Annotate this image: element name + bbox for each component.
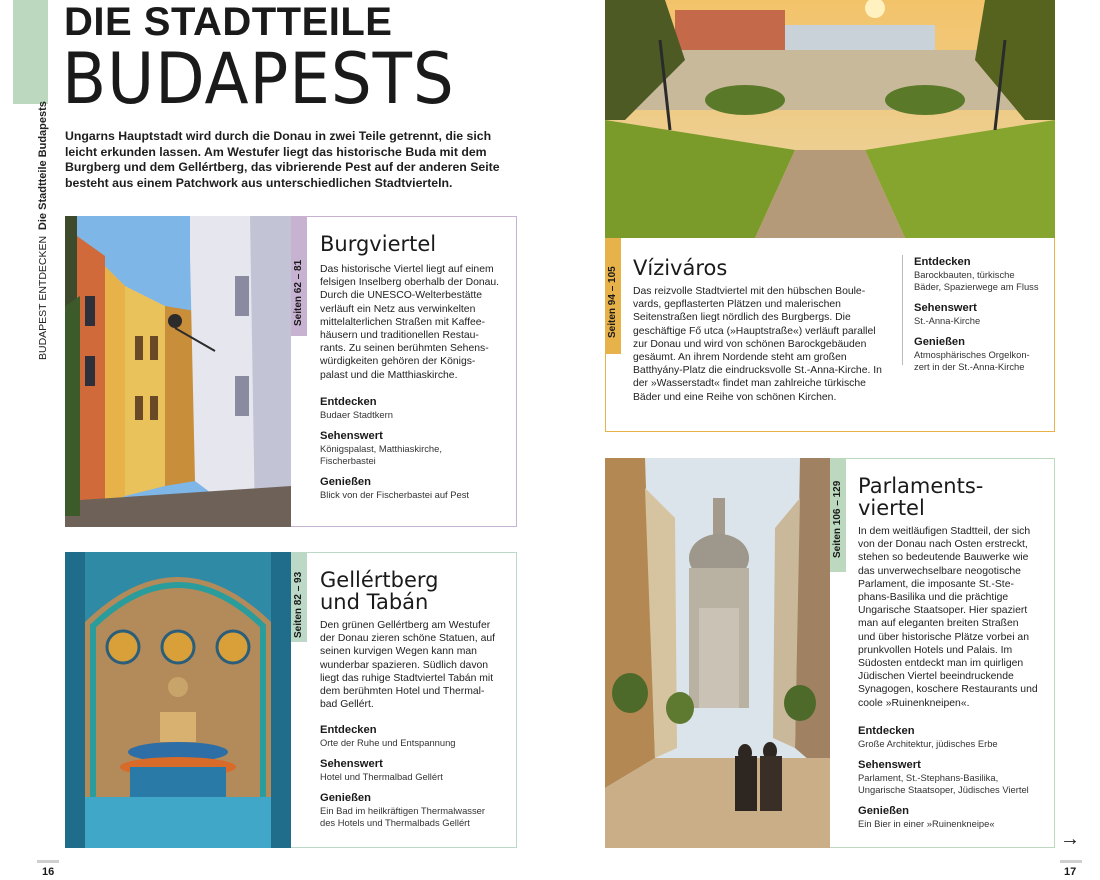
burgviertel-text-line: häusern und traditionellen Restau-: [320, 330, 479, 342]
parlamentsviertel-entdecken-label: Entdecken: [858, 724, 915, 737]
parlamentsviertel-text-line: das unverwechselbare neogotische: [858, 565, 1021, 577]
burgviertel-photo: [65, 216, 291, 527]
burgviertel-text-line: verläuft ein Netz aus verwinkelten: [320, 303, 476, 315]
vizivaros-pages-strip: [605, 238, 621, 354]
parlamentsviertel-text-line: man auf eleganten breiten Straßen: [858, 618, 1019, 630]
burgviertel-text-line: Durch die UNESCO-Welterbestätte: [320, 290, 483, 302]
parlamentsviertel-text-line: von der Donau nach Osten erstreckt,: [858, 539, 1028, 551]
parlamentsviertel-text-line: phans-Basilika und die prächtige: [858, 592, 1009, 604]
burgviertel-text-line: mittelalterlichen Straßen mit Kaffee-: [320, 316, 485, 328]
gellertberg-title-line: Gellértberg: [320, 568, 439, 592]
parlamentsviertel-title-line: viertel: [858, 496, 925, 520]
intro-paragraph: Ungarns Hauptstadt wird durch die Donau in zwei Teile getrennt, die sich leicht erkunden lassen. Am Westufer liegt das historische Buda mit dem Burgberg und dem Gellértberg, das vibrierende Pest auf der anderen Seite besteht aus einem Patchwork aus unterschiedlichen Stadtvierteln.: [65, 129, 500, 190]
parlamentsviertel-text-line: stehen so bedeutende Bauwerke wie: [858, 552, 1029, 564]
parlamentsviertel-entdecken: Große Architektur, jüdisches Erbe: [858, 737, 998, 749]
parlamentsviertel-sehenswert-line: Ungarische Staatsoper, Jüdisches Viertel: [858, 783, 1029, 795]
vizivaros-text-line: zur Donau und wird von schönen Barockgebäuden: [633, 338, 867, 350]
burgviertel-sehenswert-line: Fischerbastei: [320, 454, 376, 466]
vizivaros-photo: [605, 0, 1055, 238]
burgviertel-sehenswert-label: Sehenswert: [320, 429, 383, 442]
gellertberg-text-line: dem berühmten Hotel und Thermal-: [320, 686, 485, 698]
gellertberg-text-line: der Donau zieren schöne Statuen, auf: [320, 633, 496, 645]
parlamentsviertel-sehenswert-label: Sehenswert: [858, 758, 921, 771]
burgviertel-pages: Seiten 62 – 81: [293, 259, 304, 326]
parlamentsviertel-sehenswert-line: Parlament, St.-Stephans-Basilika,: [858, 771, 999, 783]
page-title-line1: DIE STADTTEILE: [64, 0, 393, 44]
gellertberg-title-line: und Tabán: [320, 590, 429, 614]
vizivaros-text-line: gesäumt. An ihrem Nordende steht am großen: [633, 352, 847, 364]
gellertberg-photo: [65, 552, 291, 848]
burgviertel-text-line: rants. Zu seinen berühmten Sehens-: [320, 343, 489, 355]
gellertberg-content: [320, 569, 508, 829]
burgviertel-text-line: palast und die Matthiaskirche.: [320, 369, 458, 381]
vizivaros-geniessen-label: Genießen: [914, 336, 965, 348]
vizivaros-title: Víziváros: [633, 256, 728, 280]
gellertberg-entdecken-label: Entdecken: [320, 724, 377, 737]
burgviertel-geniessen: Blick von der Fischerbastei auf Pest: [320, 488, 470, 500]
gellertberg-sehenswert-label: Sehenswert: [320, 758, 383, 771]
parlamentsviertel-text-line: und über historische Plätze vorbei an: [858, 631, 1029, 643]
burgviertel-entdecken: Budaer Stadtkern: [320, 408, 393, 420]
vizivaros-content: [633, 257, 895, 404]
burgviertel-text: [320, 263, 508, 382]
parlamentsviertel-text-line: Südosten entdeckt man im quirligen: [858, 658, 1024, 670]
burgviertel-sehenswert-line: Königspalast, Matthiaskirche,: [320, 442, 442, 454]
page-title-line2: BUDAPESTS: [62, 38, 455, 120]
parlamentsviertel-text-line: Jüdischen Viertel beeindruckende: [858, 671, 1014, 683]
section-color-tab: [13, 0, 48, 104]
vizivaros-geniessen-line: zert in der St.-Anna-Kirche: [914, 361, 1025, 372]
parlamentsviertel-text-line: Ungarische Staatsoper. Hier spaziert: [858, 605, 1028, 617]
gellertberg-text-line: bad Gellért.: [320, 699, 374, 711]
page-number-rule-left: [37, 860, 59, 863]
page-number-rule-right: [1060, 860, 1082, 863]
vizivaros-text-line: Bäder und eine Reihe von schönen Kirchen.: [633, 391, 837, 403]
gellertberg-entdecken: Orte der Ruhe und Entspannung: [320, 737, 456, 749]
vizivaros-geniessen-line: Atmosphärisches Orgelkon-: [914, 349, 1030, 360]
burgviertel-title: Burgviertel: [320, 232, 437, 256]
parlamentsviertel-content: [858, 475, 1050, 830]
parlamentsviertel-text: [858, 525, 1050, 710]
gellertberg-text: [320, 619, 508, 711]
vizivaros-text-line: Batthyány-Platz die eindrucksvolle St.-Anna-Kirche. In: [633, 365, 882, 377]
burgviertel-text-line: Das historische Viertel liegt auf einem: [320, 264, 494, 275]
parlamentsviertel-text-line: prunkvollen Hotels und Palais. Im: [858, 644, 1013, 656]
vizivaros-entdecken-label: Entdecken: [914, 256, 971, 268]
vizivaros-sehenswert-label: Sehenswert: [914, 302, 977, 314]
vizivaros-entdecken-line: Barockbauten, türkische: [914, 269, 1015, 280]
next-page-arrow-icon[interactable]: →: [1060, 828, 1080, 850]
vizivaros-divider: [902, 255, 903, 365]
gellertberg-text-line: liegt das ruhige Stadtviertel Tabán mit: [320, 672, 494, 684]
gellertberg-geniessen-line: des Hotels und Thermalbads Gellért: [320, 817, 470, 829]
gellertberg-text-line: seinen kurvigen Wegen kann man: [320, 646, 477, 658]
burgviertel-text-line: würdigkeiten gehören der Königs-: [320, 356, 476, 368]
vizivaros-text-line: der »Wasserstadt« findet man zahlreiche türkische: [633, 378, 866, 390]
gellertberg-pages: Seiten 82 – 93: [293, 571, 304, 638]
vizivaros-text-line: Seitenstraßen liegt nördlich des Burgbergs. Die: [633, 312, 851, 324]
parlamentsviertel-text-line: coole »Ruinenkneipen«.: [858, 697, 970, 709]
burgviertel-content: [320, 233, 508, 501]
vizivaros-text-line: geschäftige Fő utca (»Hauptstraße«) verläuft parallel: [633, 325, 876, 337]
parlamentsviertel-text-line: In dem weitläufigen Stadtteil, der sich: [858, 526, 1031, 537]
gellertberg-sehenswert: Hotel und Thermalbad Gellért: [320, 771, 443, 783]
burgviertel-pages-strip: [291, 216, 307, 336]
page-number-right: 17: [1064, 866, 1077, 878]
parlamentsviertel-geniessen: Ein Bier in einer »Ruinenkneipe«: [858, 817, 995, 829]
parlamentsviertel-pages: Seiten 106 – 129: [832, 480, 843, 558]
gellertberg-geniessen-label: Genießen: [320, 792, 371, 805]
vizivaros-sehenswert: St.-Anna-Kirche: [914, 315, 981, 326]
vizivaros-text-line: vards, gepflasterten Plätzen und malerischen: [633, 299, 841, 311]
vizivaros-pages: Seiten 94 – 105: [607, 266, 618, 338]
vizivaros-text-line: Das reizvolle Stadtviertel mit den hübschen Boule-: [633, 286, 866, 297]
burgviertel-geniessen-label: Genießen: [320, 475, 371, 488]
gellertberg-pages-strip: [291, 552, 307, 642]
burgviertel-entdecken-label: Entdecken: [320, 395, 377, 408]
parlamentsviertel-pages-strip: [830, 458, 846, 572]
side-running-head: [34, 101, 52, 360]
vizivaros-text: [633, 285, 895, 404]
vizivaros-entdecken-line: Bäder, Spazierwege am Fluss: [914, 281, 1039, 292]
vizivaros-facts: [914, 255, 1052, 373]
side-prefix: BUDAPEST ENTDECKEN: [37, 235, 49, 360]
parlamentsviertel-geniessen-label: Genießen: [858, 804, 909, 817]
page-number-left: 16: [42, 866, 55, 878]
gellertberg-geniessen-line: Ein Bad im heilkräftigen Thermalwasser: [320, 805, 486, 817]
burgviertel-text-line: felsigen Inselberg oberhalb der Donau.: [320, 277, 500, 289]
parlamentsviertel-title-line: Parlaments-: [858, 474, 984, 498]
gellertberg-text-line: Den grünen Gellértberg am Westufer: [320, 620, 491, 631]
parlamentsviertel-photo: [605, 458, 830, 848]
gellertberg-text-line: wunderbar spazieren. Südlich davon: [320, 659, 489, 671]
parlamentsviertel-text-line: Synagogen, koschere Restaurants und: [858, 684, 1038, 696]
side-title: Die Stadtteile Budapests: [37, 101, 49, 231]
parlamentsviertel-text-line: Parlament, die imposante St.-Ste-: [858, 578, 1014, 590]
